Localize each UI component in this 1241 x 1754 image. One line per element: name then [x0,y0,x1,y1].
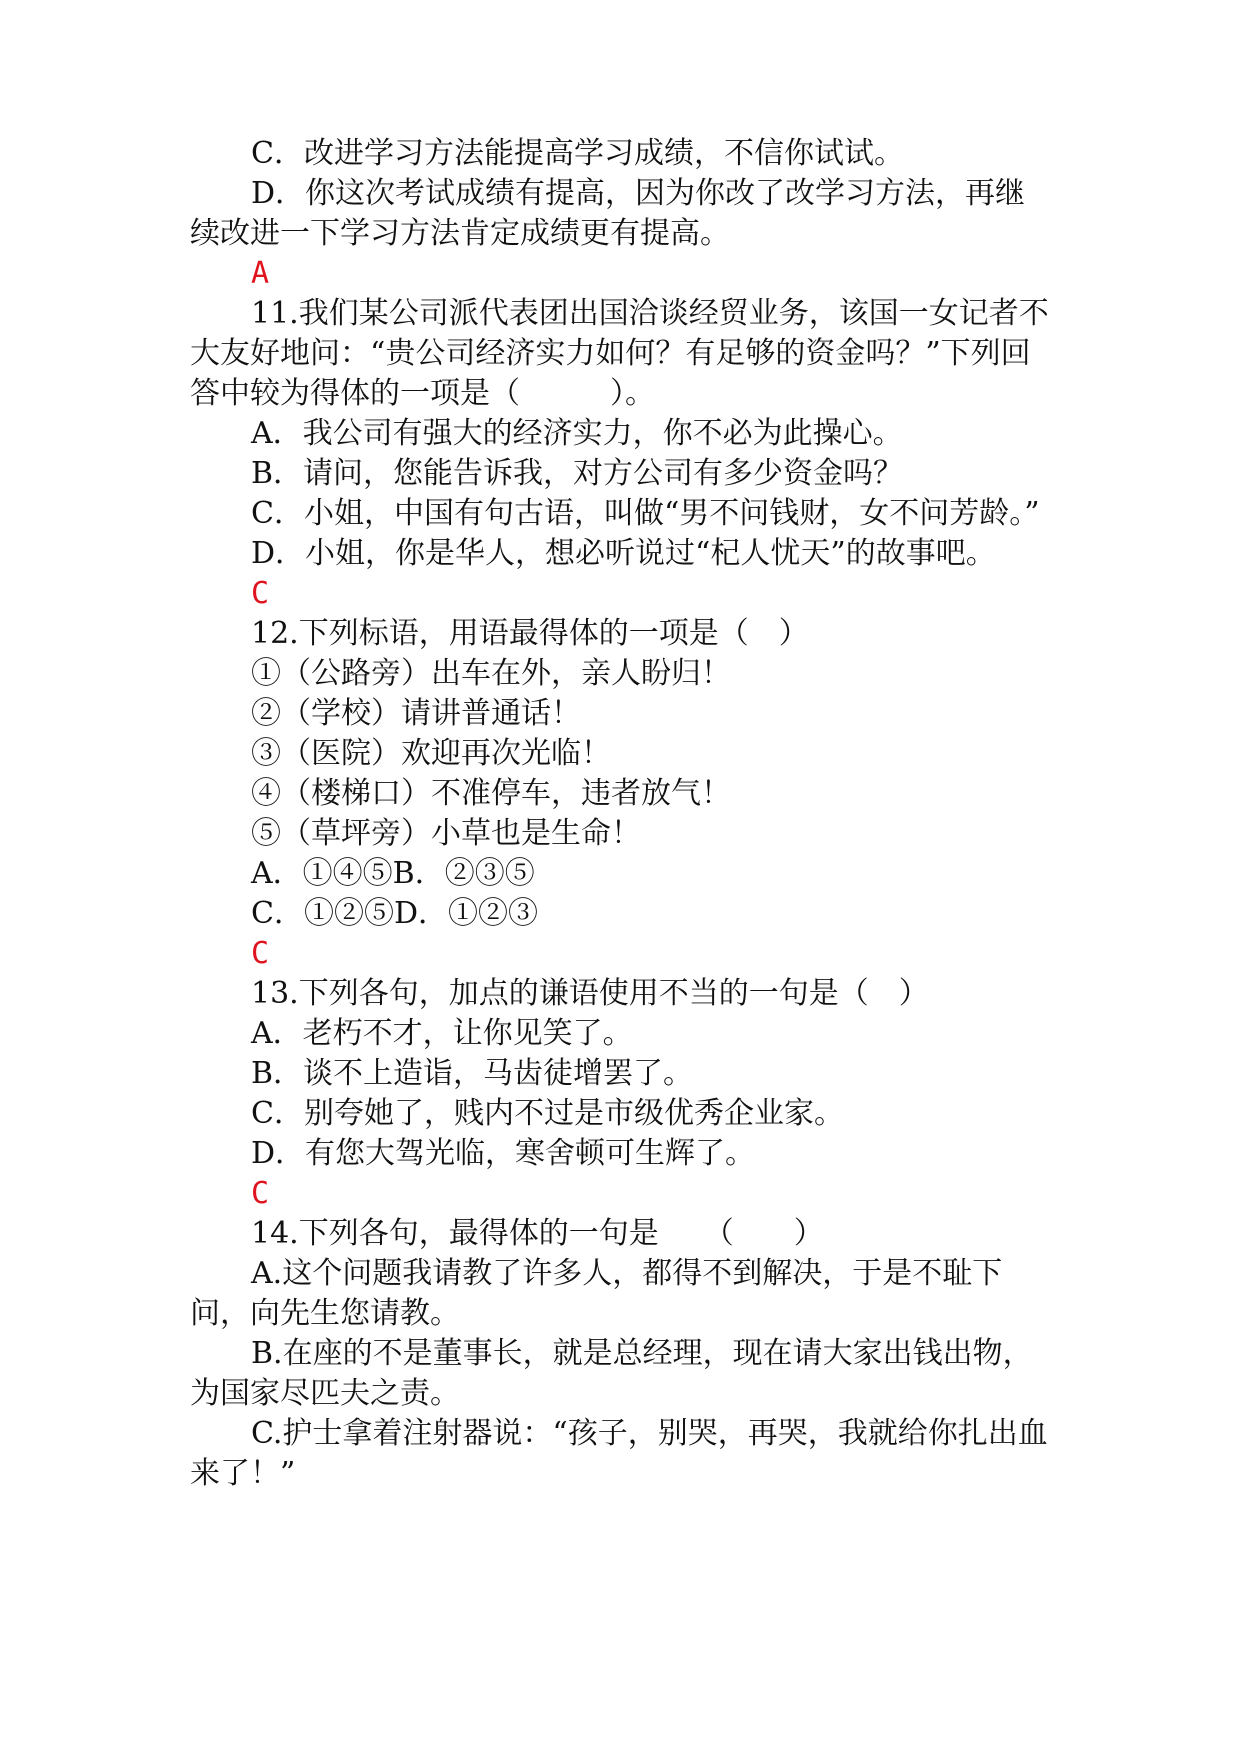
answer-line: C [251,936,270,971]
option-line: D．有您大驾光临，寒舍顿可生辉了。 [251,1136,756,1171]
option-line: ①（公路旁）出车在外，亲人盼归！ [251,656,731,691]
option-line: C.护士拿着注射器说：“孩子，别哭，再哭，我就给你扎出血来了！” [190,1416,1048,1491]
option-line: B．谈不上造诣，马齿徒增罢了。 [251,1056,694,1091]
option-line: A．我公司有强大的经济实力，你不必为此操心。 [251,416,903,451]
option-line: A．①④⑤B．②③⑤ [251,856,535,891]
option-line: B．请问，您能告诉我，对方公司有多少资金吗？ [251,456,904,491]
option-line: A．老朽不才，让你见笑了。 [251,1016,633,1051]
answer-line: A [251,256,270,291]
option-line: ④（楼梯口）不准停车，违者放气！ [251,776,731,811]
answer-line: C [251,1176,270,1211]
option-line: B.在座的不是董事长，就是总经理，现在请大家出钱出物，为国家尽匹夫之责。 [190,1336,1033,1411]
option-line: C．小姐，中国有句古语，叫做“男不问钱财，女不问芳龄。” [251,496,1040,531]
text-block [190,134,1052,1494]
question-line: 12.下列标语，用语最得体的一项是（ ） [251,616,809,651]
option-line: ⑤（草坪旁）小草也是生命！ [251,816,641,851]
option-line: ③（医院）欢迎再次光临！ [251,736,611,771]
answer-line: C [251,576,270,611]
question-line: 14.下列各句，最得体的一句是 （ ） [251,1216,824,1251]
option-line: A.这个问题我请教了许多人，都得不到解决，于是不耻下问，向先生您请教。 [190,1256,1003,1331]
option-line: D．小姐，你是华人，想必听说过“杞人忧天”的故事吧。 [251,536,996,571]
question-line: 11.我们某公司派代表团出国洽谈经贸业务，该国一女记者不大友好地问：“贵公司经济实力如何？有足够的资金吗？”下列回答中较为得体的一项是（ ）。 [190,296,1049,411]
option-line: D．你这次考试成绩有提高，因为你改了改学习方法，再继续改进一下学习方法肯定成绩更有提高。 [190,176,1026,251]
option-line: C．改进学习方法能提高学习成绩，不信你试试。 [251,136,904,171]
option-line: C．①②⑤D．①②③ [251,896,539,931]
question-line: 13.下列各句，加点的谦语使用不当的一句是（ ） [251,976,929,1011]
option-line: C．别夸她了，贱内不过是市级优秀企业家。 [251,1096,844,1131]
option-line: ②（学校）请讲普通话！ [251,696,581,731]
